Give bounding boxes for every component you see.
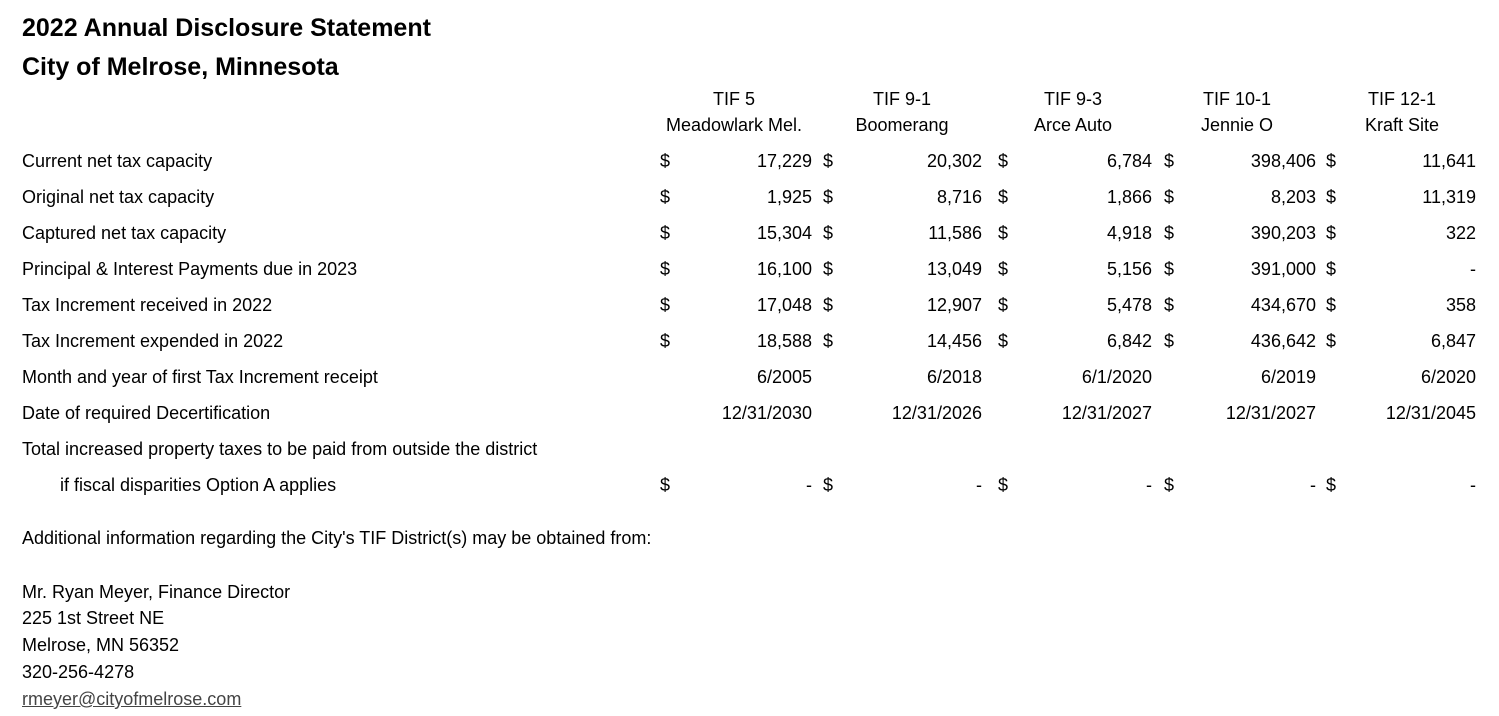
table-cell-value: 18,588 <box>756 331 812 351</box>
row-label: if fiscal disparities Option A applies <box>60 475 337 495</box>
currency-symbol: $ <box>660 151 671 171</box>
currency-symbol: $ <box>998 151 1009 171</box>
currency-symbol: $ <box>998 223 1009 243</box>
column-header-district: TIF 9-3 <box>1043 89 1102 109</box>
currency-symbol: $ <box>1164 223 1175 243</box>
currency-symbol: $ <box>823 151 834 171</box>
currency-symbol: $ <box>998 475 1009 495</box>
currency-symbol: $ <box>823 259 834 279</box>
row-label: Month and year of first Tax Increment receipt <box>22 367 378 387</box>
table-cell-value: - <box>1470 475 1476 495</box>
currency-symbol: $ <box>823 223 834 243</box>
column-header-site: Kraft Site <box>1364 115 1440 135</box>
currency-symbol: $ <box>1326 151 1337 171</box>
currency-symbol: $ <box>660 187 671 207</box>
table-cell-value: 436,642 <box>1250 331 1316 351</box>
table-cell-value: 6/2019 <box>1260 367 1316 387</box>
row-label: Original net tax capacity <box>22 187 215 207</box>
table-cell-value: 8,716 <box>936 187 982 207</box>
column-header-site: Arce Auto <box>1033 115 1113 135</box>
table-cell-value: 12,907 <box>926 295 982 315</box>
table-cell-value: 6/2018 <box>926 367 982 387</box>
table-cell-value: 13,049 <box>926 259 982 279</box>
table-cell-value: 322 <box>1445 223 1476 243</box>
table-cell-value: 14,456 <box>926 331 982 351</box>
table-cell-value: 5,478 <box>1106 295 1152 315</box>
table-cell-value: 398,406 <box>1250 151 1316 171</box>
table-cell-value: 1,866 <box>1106 187 1152 207</box>
table-cell-value: 358 <box>1445 295 1476 315</box>
table-cell-value: 12/31/2027 <box>1061 403 1152 423</box>
table-cell-value: 6,847 <box>1430 331 1476 351</box>
row-label: Tax Increment received in 2022 <box>22 295 273 315</box>
table-cell-value: - <box>806 475 812 495</box>
currency-symbol: $ <box>823 475 834 495</box>
phone-number: 320-256-4278 <box>22 662 135 682</box>
table-cell-value: 390,203 <box>1250 223 1316 243</box>
currency-symbol: $ <box>1326 259 1337 279</box>
table-cell-value: 12/31/2026 <box>891 403 982 423</box>
row-label: Current net tax capacity <box>22 151 213 171</box>
table-cell-value: 17,048 <box>756 295 812 315</box>
currency-symbol: $ <box>1164 331 1175 351</box>
currency-symbol: $ <box>660 223 671 243</box>
table-cell-value: 5,156 <box>1106 259 1152 279</box>
row-label: Principal & Interest Payments due in 2023 <box>22 259 358 279</box>
column-header-district: TIF 12-1 <box>1367 89 1437 109</box>
table-cell-value: 16,100 <box>756 259 812 279</box>
currency-symbol: $ <box>660 475 671 495</box>
table-cell-value: - <box>1470 259 1476 279</box>
currency-symbol: $ <box>1164 151 1175 171</box>
table-cell-value: 11,586 <box>928 223 982 243</box>
currency-symbol: $ <box>1164 187 1175 207</box>
table-cell-value: 11,641 <box>1422 151 1476 171</box>
currency-symbol: $ <box>660 331 671 351</box>
currency-symbol: $ <box>1326 223 1337 243</box>
address-line-1: 225 1st Street NE <box>22 608 165 628</box>
table-cell-value: 8,203 <box>1270 187 1316 207</box>
currency-symbol: $ <box>823 295 834 315</box>
table-cell-value: 12/31/2027 <box>1225 403 1316 423</box>
currency-symbol: $ <box>1164 295 1175 315</box>
table-cell-value: 6/1/2020 <box>1081 367 1152 387</box>
table-cell-value: 15,304 <box>756 223 812 243</box>
currency-symbol: $ <box>1326 331 1337 351</box>
currency-symbol: $ <box>660 295 671 315</box>
table-cell-value: 6/2005 <box>756 367 812 387</box>
table-cell-value: 12/31/2045 <box>1385 403 1476 423</box>
row-label: Tax Increment expended in 2022 <box>22 331 284 351</box>
document-title: 2022 Annual Disclosure Statement <box>22 14 431 42</box>
currency-symbol: $ <box>998 259 1009 279</box>
currency-symbol: $ <box>998 295 1009 315</box>
table-cell-value: 1,925 <box>766 187 812 207</box>
currency-symbol: $ <box>998 331 1009 351</box>
column-header-district: TIF 5 <box>712 89 755 109</box>
row-label: Captured net tax capacity <box>22 223 227 243</box>
table-cell-value: 6,784 <box>1106 151 1152 171</box>
column-header-district: TIF 9-1 <box>872 89 931 109</box>
currency-symbol: $ <box>1164 259 1175 279</box>
table-cell-value: - <box>1146 475 1152 495</box>
currency-symbol: $ <box>1164 475 1175 495</box>
currency-symbol: $ <box>1326 475 1337 495</box>
table-cell-value: 20,302 <box>926 151 982 171</box>
table-cell-value: 17,229 <box>756 151 812 171</box>
email-link[interactable]: rmeyer@cityofmelrose.com <box>22 689 242 709</box>
address-line-2: Melrose, MN 56352 <box>22 635 180 655</box>
table-cell-value: 12/31/2030 <box>721 403 812 423</box>
contact-name: Mr. Ryan Meyer, Finance Director <box>22 582 291 602</box>
row-label: Date of required Decertification <box>22 403 271 423</box>
currency-symbol: $ <box>823 187 834 207</box>
table-cell-value: 4,918 <box>1106 223 1152 243</box>
currency-symbol: $ <box>1326 295 1337 315</box>
currency-symbol: $ <box>998 187 1009 207</box>
table-cell-value: 6,842 <box>1106 331 1152 351</box>
document-subtitle: City of Melrose, Minnesota <box>22 53 339 81</box>
column-header-site: Meadowlark Mel. <box>665 115 803 135</box>
table-cell-value: 11,319 <box>1422 187 1476 207</box>
table-cell-value: 391,000 <box>1250 259 1316 279</box>
column-header-site: Boomerang <box>855 115 949 135</box>
footer-intro: Additional information regarding the City's TIF District(s) may be obtained from: <box>22 528 652 548</box>
currency-symbol: $ <box>660 259 671 279</box>
column-header-district: TIF 10-1 <box>1202 89 1272 109</box>
table-cell-value: - <box>976 475 982 495</box>
currency-symbol: $ <box>823 331 834 351</box>
row-label: Total increased property taxes to be paid from outside the district <box>22 439 538 459</box>
currency-symbol: $ <box>1326 187 1337 207</box>
table-cell-value: 6/2020 <box>1420 367 1476 387</box>
table-cell-value: - <box>1310 475 1316 495</box>
column-header-site: Jennie O <box>1200 115 1274 135</box>
table-cell-value: 434,670 <box>1250 295 1316 315</box>
